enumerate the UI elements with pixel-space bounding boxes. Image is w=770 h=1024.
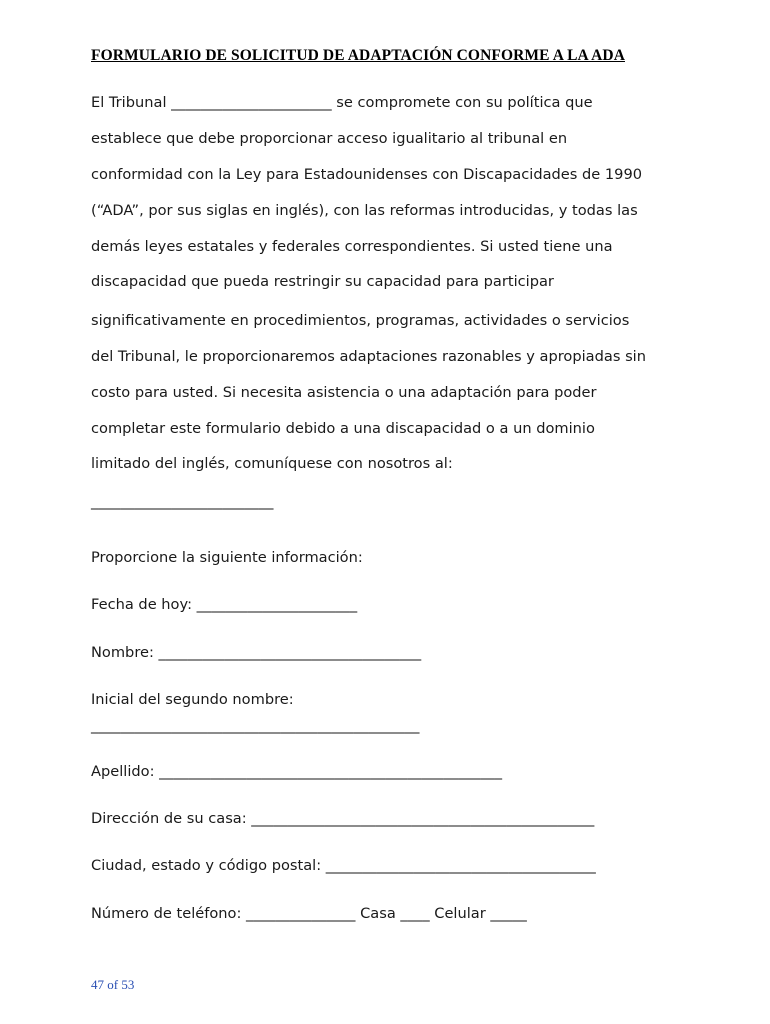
- paragraph-line-11: limitado del inglés, comuníquese con nosotros al:: [91, 455, 453, 472]
- contact-blank[interactable]: _________________________: [91, 493, 274, 510]
- paragraph-line-1: El Tribunal ______________________ se compromete con su política que: [91, 94, 593, 111]
- fecha-field[interactable]: Fecha de hoy: ______________________: [91, 596, 358, 613]
- direccion-field[interactable]: Dirección de su casa: _______________________________________________: [91, 810, 595, 827]
- instructions-text: Proporcione la siguiente información:: [91, 549, 363, 566]
- paragraph-line-4: (“ADA”, por sus siglas en inglés), con las reformas introducidas, y todas las: [91, 202, 638, 219]
- paragraph-line-6: discapacidad que pueda restringir su capacidad para participar: [91, 273, 554, 290]
- inicial-label: Inicial del segundo nombre:: [91, 691, 294, 708]
- paragraph-line-3: conformidad con la Ley para Estadounidenses con Discapacidades de 1990: [91, 166, 643, 183]
- telefono-field[interactable]: Número de teléfono: _______________ Casa ____ Celular _____: [91, 905, 527, 922]
- paragraph-line-9: costo para usted. Si necesita asistencia o una adaptación para poder: [91, 384, 597, 401]
- paragraph-line-8: del Tribunal, le proporcionaremos adaptaciones razonables y apropiadas sin: [91, 348, 646, 365]
- paragraph-line-5: demás leyes estatales y federales correspondientes. Si usted tiene una: [91, 238, 613, 255]
- nombre-field[interactable]: Nombre: ____________________________________: [91, 644, 422, 661]
- ciudad-field[interactable]: Ciudad, estado y código postal: _____________________________________: [91, 857, 596, 874]
- form-title: FORMULARIO DE SOLICITUD DE ADAPTACIÓN CONFORME A LA ADA: [91, 47, 625, 64]
- page-number: 47 of 53: [91, 977, 135, 992]
- paragraph-line-7: significativamente en procedimientos, programas, actividades o servicios: [91, 312, 630, 329]
- paragraph-line-10: completar este formulario debido a una discapacidad o a un dominio: [91, 420, 595, 437]
- inicial-field[interactable]: _____________________________________________: [91, 717, 420, 734]
- apellido-field[interactable]: Apellido: _______________________________________________: [91, 763, 503, 780]
- paragraph-line-2: establece que debe proporcionar acceso igualitario al tribunal en: [91, 130, 568, 147]
